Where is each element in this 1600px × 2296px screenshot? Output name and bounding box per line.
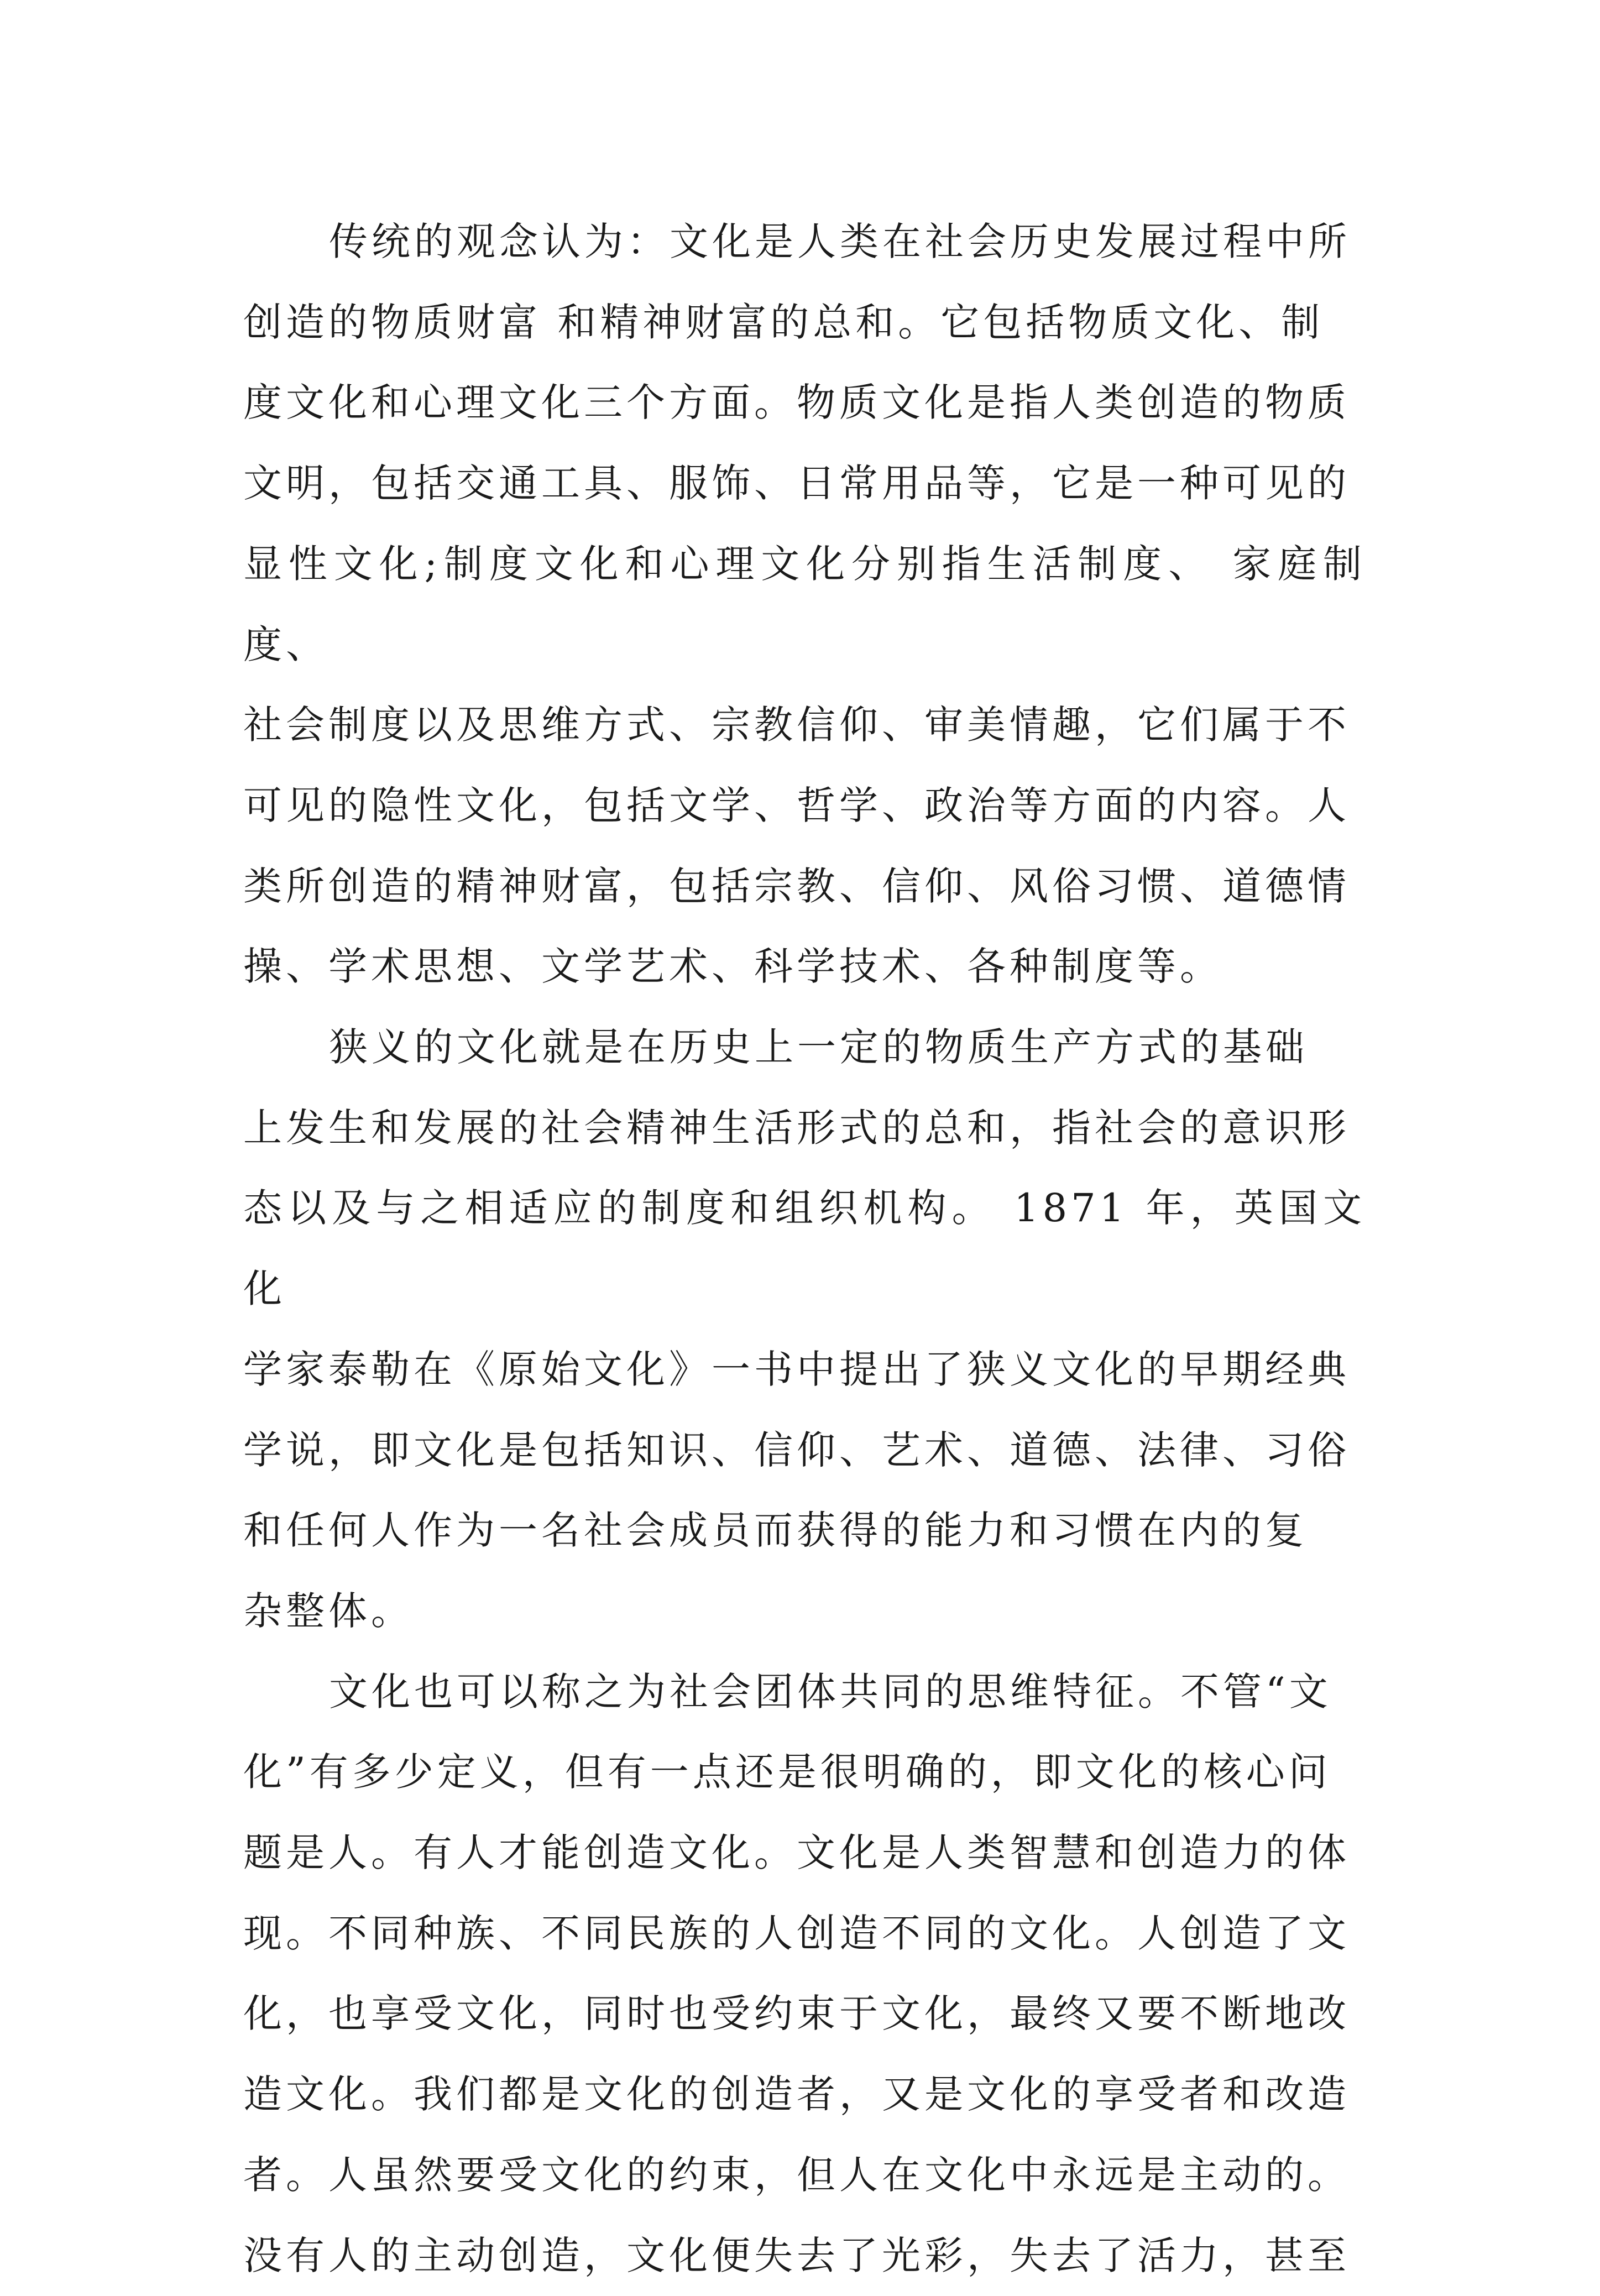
paragraph-1-text: 传统的观念认为：文化是人类在社会历史发展过程中所 创造的物质财富 和精神财富的总和。它包括物质文化、制 度文化和心理文化三个方面。物质文化是指人类创造的物质 文明，包括交通工具、服饰、日常用品等，它是一种可见的 显性文化;制度文化和心理文化分别指生活制度、 家庭制度、 社会制度以及思维方式、宗教信仰、审美情趣，它们属于不 可见的隐性文化，包括文学、哲学、政治等方面的内容。人 类所创造的精神财富，包括宗教、信仰、风俗习惯、道德情 操、学术思想、文学艺术、科学技术、各种制度等。 (243, 219, 1366, 990)
body-text (243, 202, 1366, 2296)
paragraph-1 (243, 202, 1366, 1007)
paragraph-2-text: 狭义的文化就是在历史上一定的物质生产方式的基础 上发生和发展的社会精神生活形式的总和，指社会的意识形 态以及与之相适应的制度和组织机构。 1871 年，英国文化 学家泰勒在《原始文化》一书中提出了狭义文化的早期经典 学说，即文化是包括知识、信仰、艺术、道德、法律、习俗 和任何人作为一名社会成员而获得的能力和习惯在内的复 杂整体。 (243, 1024, 1366, 1634)
paragraph-3-text: 文化也可以称之为社会团体共同的思维特征。不管“文 化”有多少定义，但有一点还是很明确的，即文化的核心问 题是人。有人才能创造文化。文化是人类智慧和创造力的体 现。不同种族、不同民族的人创造不同的文化。人创造了文 化，也享受文化，同时也受约束于文化，最终又要不断地改 造文化。我们都是文化的创造者，又是文化的享受者和改造 者。人虽然要受文化的约束，但人在文化中永远是主动的。 没有人的主动创造，文化便失去了光彩，失去了活力，甚至 (243, 1669, 1350, 2278)
paragraph-3 (243, 1652, 1366, 2296)
paragraph-2 (243, 1007, 1366, 1652)
